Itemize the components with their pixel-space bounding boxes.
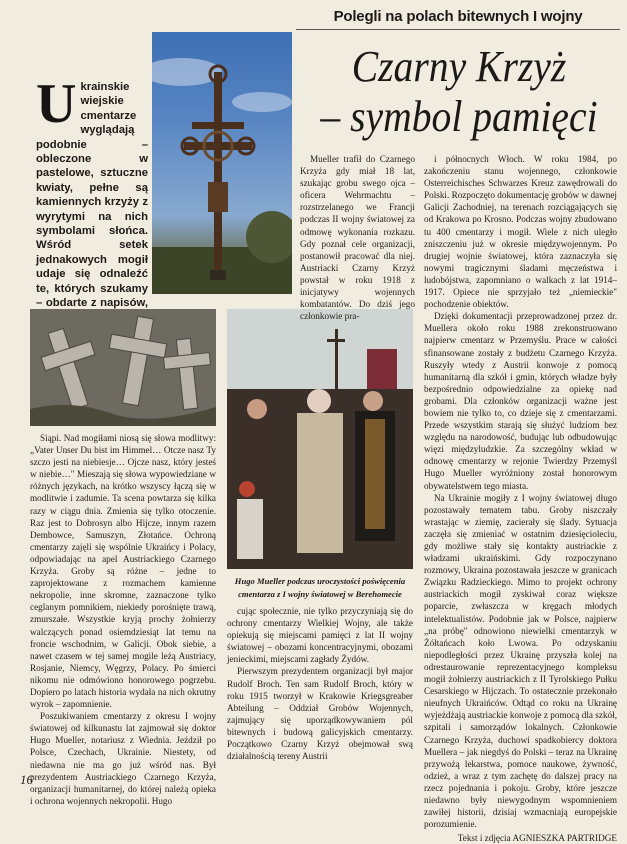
photo-iron-cross [152, 32, 292, 294]
paragraph: i północnych Włoch. W roku 1984, po zakończeniu stanu wojennego, członkowie Osterreichisches Schwarzes Kreuz zawędrowali do Polski. Rozpoczęto dokumentację grobów w dawnej Galicji Zachodniej, na terenach rozciągających się od Krakowa po Krosno. Podczas wojny zbudowano tu 400 cmentarzy i mogił. Wiele z nich uległo zniszczeniu już w okresie międzywojennym. Po drugiej wojnie światowej, która zaznaczyła się nowymi tragicznymi śladami męczeństwa i ludobójstwa, zapomniano o walkach z lat 1914–1917. Opiece nie sprzyjało też „niemieckie" pochodzenie obiektów. [424, 154, 617, 310]
page-number: 16 [20, 772, 33, 787]
lead-text: krainskie wiejskie cmentarze wyglądają podobnie – obleczone w pastelowe, sztuczne kwiaty, pełne są kamiennych krzyży z wyrytymi na nich symbolami słońca. Wśród setek jednakowych mogił udaje się odnaleźć te, których szukamy – obdarte z napisów, [36, 81, 148, 310]
headline-line-1: Czarny Krzyż [351, 42, 567, 91]
author-credit: Tekst i zdjęcia AGNIESZKA PARTRIDGE [457, 833, 617, 844]
paragraph: Na Ukrainie mogiły z I wojny światowej długo pozostawały tematem tabu. Groby niszczały wrastając w ziemię, zacierały się ślady. Sytuacja zaczęła się zmieniać w ostatnim dziesięcioleciu, gdy możliwe stały się kontakty austriackie z władzami ukraińskimi. Gdy rozpoczynano rozmowy, Ukraina pozostawała jeszcze w granicach Związku Radzieckiego. Mimo to projekt ochrony austriackich mogił zyskiwał coraz większe poparcie, zwłaszcza w kręgach młodych intelektualistów. Podobnie jak w Polsce, najpierw „na próbę" odnowiono niewielki cmentarzyk w Żółtańcach koło Lwowa. Po odzyskaniu niepodległości przez Ukrainę przyszła kolej na odrestaurowanie reprezentacyjnego kompleksu mogił żołnierzy austriackich z II Tyrolskiego Pułku Cesarskiego w Hijczach. To ostatecznie przekonało nieufnych Ukraińców. Odtąd co roku na Ukrainę wyjeżdżają austriackie konwoje z pomocą dla szkół, szpitali i samorządów lokalnych. Członkowie Czarnego Krzyża, duchowi spadkobiercy doktora Muellera – jak niegdyś do Polski – teraz na Ukrainę przywożą lekarstwa, pomoce naukowe, żywność, odzież, a wraz z tym zachętę do dalszej pracy na rzecz pojednania i pokoju. Groby, które jeszcze niedawno były niewygodnym wspomnieniem zawiłej historii, dzisiaj wzmacniają europejskie porozumienie. [424, 492, 617, 830]
headline [316, 42, 602, 142]
column-4 [424, 153, 617, 844]
paragraph: cując społecznie, nie tylko przyczyniają się do ochrony cmentarzy Wielkiej Wojny, ale także opiekują się miejscami pamięci z lat II wojny światowej – obozami koncentracyjnymi, obozami jenieckimi, miejscami zagłady Żydów. [227, 606, 413, 665]
ceremony-image [227, 309, 413, 569]
paragraph: Dzięki dokumentacji przeprowadzonej przez dr. Muellera około roku 1988 zrekonstruowano najpierw cmentarz w Przemyślu. Prace w całości sfinansowane zostały z budżetu Czarnego Krzyża. Ruszyły wtedy z Austrii konwoje z pomocą humanitarną dla szkół i gmin, których władze były bezpośrednio odpowiedzialne za opiekę nad grobami. Dla członków organizacji ważne jest bowiem nie tylko to, co dzieje się z cmentarzami. Przede wszystkim starają się służyć ludziom bez względu na narodowość, budując lub odbudowując więzi międzyludzkie. Za szczególny wkład w odnowę cmentarzy w rejonie Twierdzy Przemyśl Hugo Mueller wyróżniony został honorowym obywatelstwem tego miasta. [424, 311, 617, 491]
photo-ceremony [227, 309, 413, 569]
photo-caption: Hugo Mueller podczas uroczystości poświęcenia cmentarza z I wojny światowej w Berehomecie [234, 576, 406, 599]
paragraph: Pierwszym prezydentem organizacji był major Rudolf Broch. Ten sam Rudolf Broch, który w roku 1915 tworzył w Krakowie Kriegsgreaber Abteilung – Oddział Grobów Wojennych, zajmujący się uporządkowywaniem pól bitewnych i budową galicyjskich cmentarzy. Początkowo Czarny Krzyż obejmował swą działalnością tereny Austrii [227, 666, 413, 762]
paragraph: Mueller trafił do Czarnego Krzyża gdy miał 18 lat, szukając grobu swego ojca – oficera Wehrmachtu – rozstrzelanego we Francji podczas II wojny światowej za odmowę wykonania rozkazu. Gdy poznał cele organizacji, postanowił pracować dla niej. Austriacki Czarny Krzyż powstał w roku 1918 z inicjatywy wojennych kombatantów. Do dziś jego członkowie pra- [300, 154, 415, 322]
stone-crosses-image [30, 309, 216, 426]
column-3 [300, 153, 415, 322]
headline-line-2: – symbol pamięci [320, 92, 598, 141]
drop-cap: U [36, 73, 77, 135]
column-1 [30, 432, 216, 807]
paragraph: Poszukiwaniem cmentarzy z okresu I wojny światowej od kilkunastu lat zajmował się doktor Hugo Mueller, notariusz z Wiednia. Jeździł po Polsce, Czechach, Ukrainie. Niestety, od niedawna nie ma go już wśród nas. Był prezydentem Austriackiego Czarnego Krzyża, organizacji humanitarnej, do której należą opieka i ochrona wojennych nekropolii. Hugo [30, 711, 216, 806]
iron-cross-image [152, 32, 292, 294]
section-rule [296, 29, 620, 30]
section-title: Polegli na polach bitewnych I wojny [333, 8, 583, 25]
column-2 [227, 605, 413, 762]
paragraph: Siąpi. Nad mogiłami niosą się słowa modlitwy: „Vater Unser Du bist im Himmel… Otcze nasz Ty szczo jesti na niebiesje… Ojcze nasz, który jesteś w niebie…" Mieszają się słowa wypowiedziane w różnych językach, na krótko wszyscy łączą się w modlitwie i zadumie. Ta scena powtarza się kilka razy w ciągu dnia. Zmienia się tylko otoczenie. Raz jest to Dobrosyn albo Hijcze, innym razem Dembowce, Samuszyn, Złotańce. Ochroną cmentarzy zajęli się wspólnie Ukraińcy i Polacy, odpowiadając na apel Austriackiego Czarnego Krzyża. Groby są różne – jedne to zaprojektowane z rozmachem kamienne nekropolie, inne skromne, zaznaczone tylko ceglanym pomnikiem, niekiedy porośnięte trawą, zmurszałe. Wszystkie kryją prochy żołnierzy walczących ponad osiemdziesiąt lat temu na froncie wschodnim, w Galicji. Obok siebie, a nawet czasem w tej samej mogile leżą Austriacy, Rosjanie, Niemcy, Węgrzy, Polacy. Po śmierci nikomu nie odmówiono honorowego pogrzebu. Dopiero po latach historia wydała na nich okrutny wyrok – zapomnienie. [30, 433, 216, 710]
lead-paragraph [36, 73, 148, 339]
photo-stone-crosses [30, 309, 216, 426]
